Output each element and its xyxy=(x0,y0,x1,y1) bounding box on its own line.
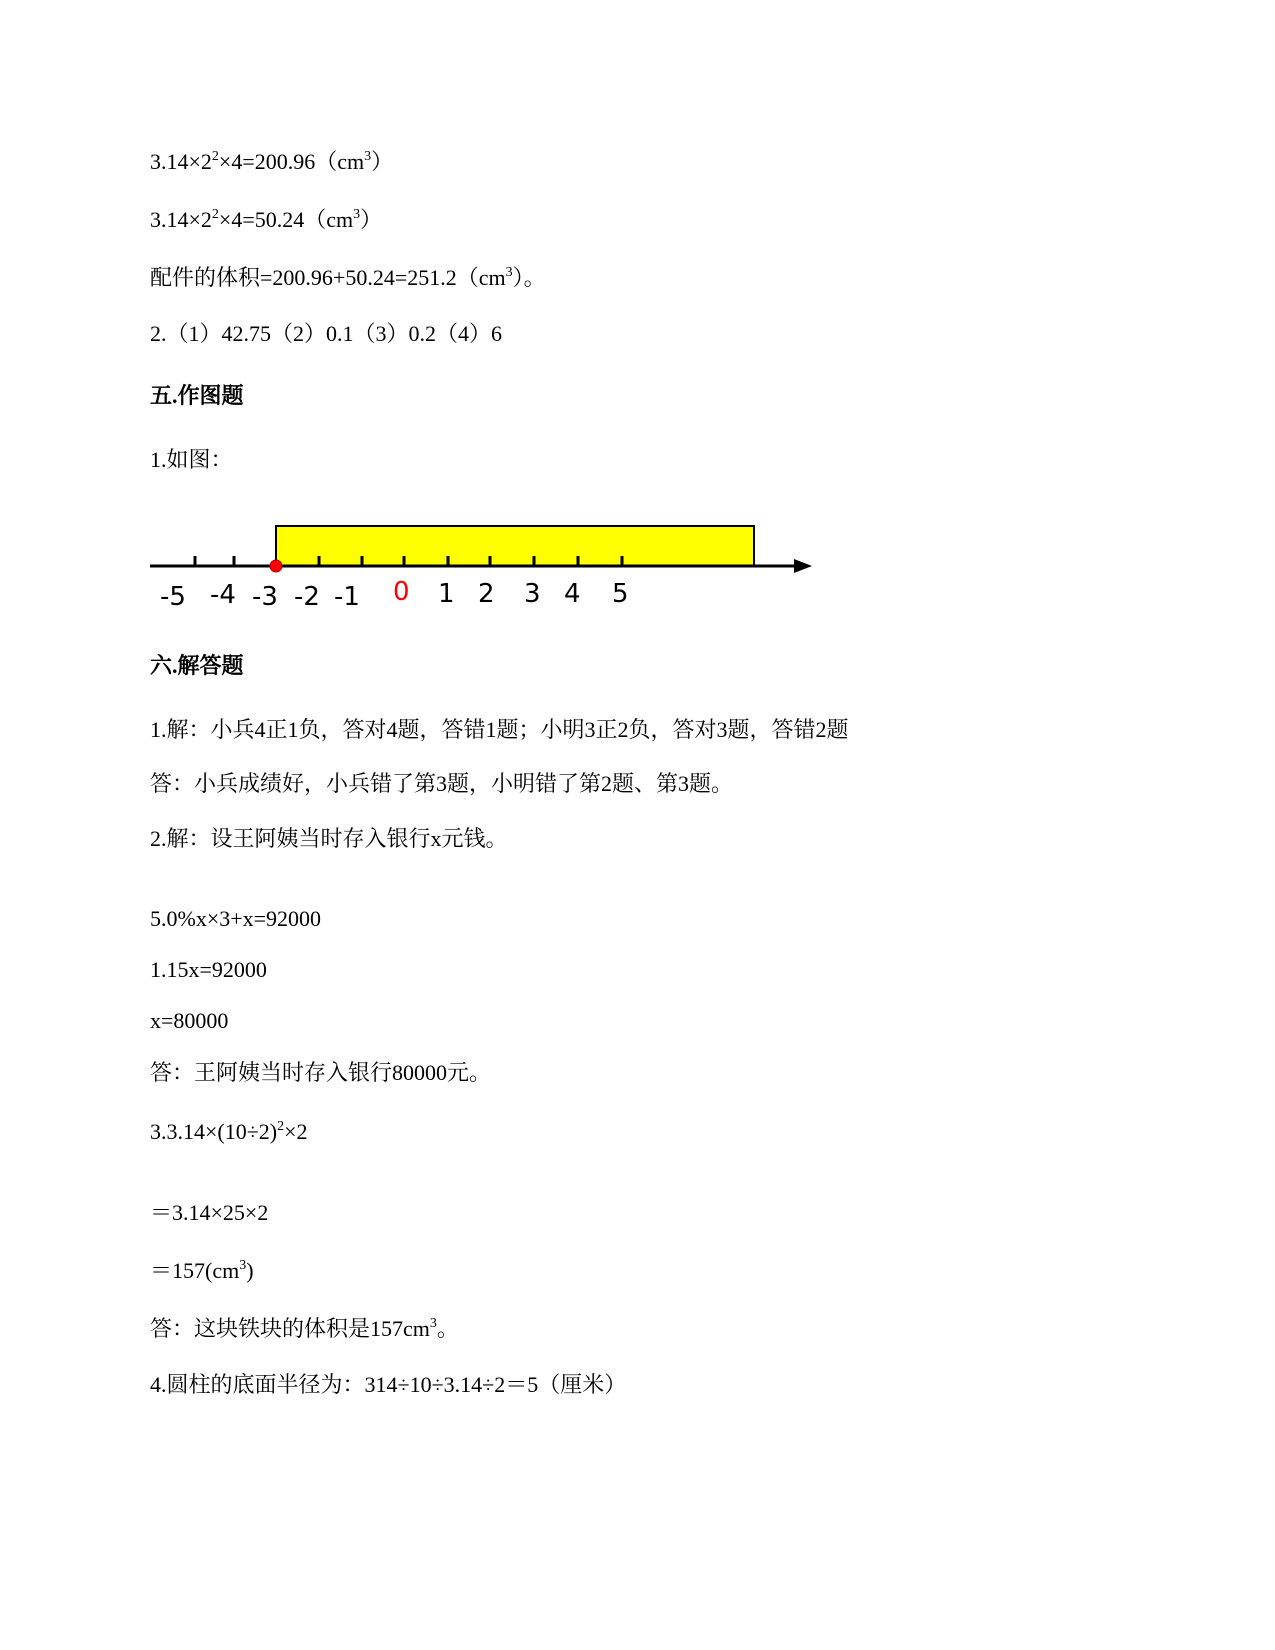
answer-line-2: 2.（1）42.75（2）0.1（3）0.2（4）6 xyxy=(150,321,503,346)
label-minus-3: -3 xyxy=(252,582,278,612)
label-minus-4: -4 xyxy=(210,580,236,610)
label-minus-2: -2 xyxy=(294,582,320,612)
section-heading-6: 六.解答题 xyxy=(150,653,244,678)
solution-2-result: x=80000 xyxy=(150,1008,229,1033)
axis-arrow xyxy=(794,559,812,573)
solution-3-answer: 答：这块铁块的体积是$157cm^3$。 xyxy=(150,1316,459,1341)
label-5: 5 xyxy=(612,579,629,609)
solution-4-line-1: 4.圆柱的底面半径为：314÷10÷3.14÷2＝5（厘米） xyxy=(150,1372,627,1397)
label-2: 2 xyxy=(478,579,495,609)
figure-caption: 1.如图： xyxy=(150,447,233,472)
solution-2-equation: 5.0%x×3+x=92000 xyxy=(150,906,322,931)
solution-3-step: ＝3.14×25×2 xyxy=(150,1200,269,1225)
solution-2-answer: 答：王阿姨当时存入银行80000元。 xyxy=(150,1060,492,1085)
solution-2-step: 1.15x=92000 xyxy=(150,957,267,982)
label-3: 3 xyxy=(524,579,541,609)
solution-1-line-1: 1.解：小兵4正1负，答对4题，答错1题；小明3正2负，答对3题，答错2题 xyxy=(150,717,849,742)
label-1: 1 xyxy=(438,579,455,609)
solution-1-answer: 答：小兵成绩好，小兵错了第3题，小明错了第2题、第3题。 xyxy=(150,771,734,796)
label-4: 4 xyxy=(564,579,581,609)
label-minus-5: -5 xyxy=(160,582,186,612)
solution-2-line-1: 2.解：设王阿姨当时存入银行x元钱。 xyxy=(150,826,508,851)
shaded-region xyxy=(276,526,754,566)
solution-3-result: $=157(cm^3)$ xyxy=(150,1258,254,1283)
calc-line-2: $3.14\times 2^2\times 4=50.24(cm^3)$ xyxy=(150,207,383,232)
solution-3-line-1: $3.3.14\times(10\div 2)^2\times 2$ xyxy=(150,1119,308,1144)
start-point xyxy=(270,560,282,572)
calc-line-3: 配件的体积$=200.96+50.24=251.2(cm^3)$。 xyxy=(150,265,546,290)
calc-line-1: $3.14\times 2^2\times 4=200.96(cm^3)$ xyxy=(150,149,394,174)
label-minus-1: -1 xyxy=(334,582,360,612)
section-heading-5: 五.作图题 xyxy=(150,383,244,408)
label-zero: 0 xyxy=(393,577,410,607)
number-line-figure xyxy=(150,515,870,625)
